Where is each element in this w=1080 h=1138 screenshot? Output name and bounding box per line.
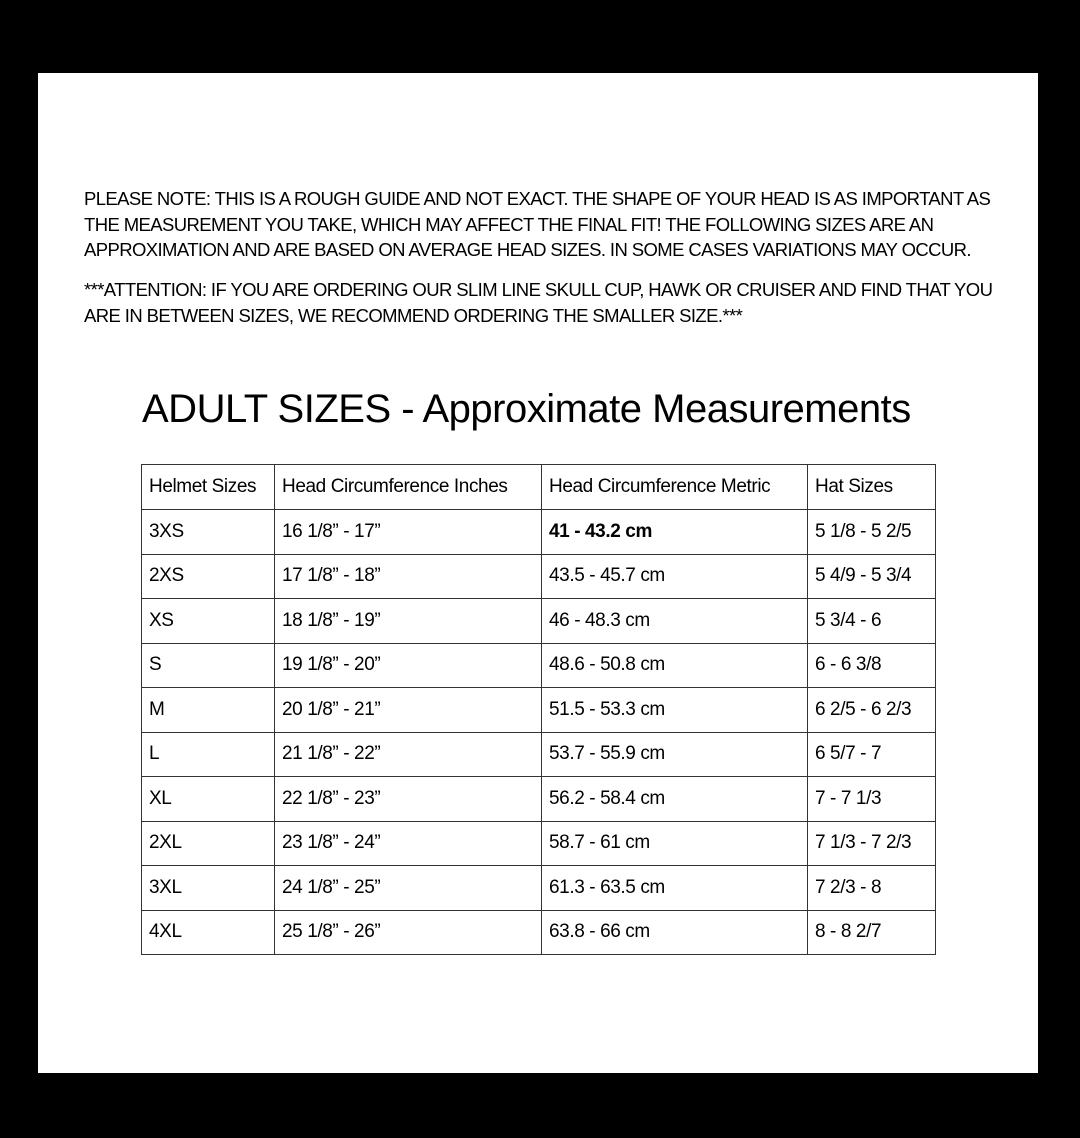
- header-helmet-sizes: Helmet Sizes: [142, 465, 275, 510]
- inches-cell: 24 1/8” - 25”: [275, 866, 542, 911]
- table-row: [142, 866, 936, 911]
- table-row: [142, 554, 936, 599]
- hat-size-cell: 6 2/5 - 6 2/3: [808, 688, 936, 733]
- hat-size-cell: 7 - 7 1/3: [808, 777, 936, 822]
- metric-cell: 53.7 - 55.9 cm: [542, 732, 808, 777]
- hat-size-cell: 8 - 8 2/7: [808, 910, 936, 955]
- header-hat-sizes: Hat Sizes: [808, 465, 936, 510]
- hat-size-cell: 6 - 6 3/8: [808, 643, 936, 688]
- inches-cell: 20 1/8” - 21”: [275, 688, 542, 733]
- header-circumference-metric: Head Circumference Metric: [542, 465, 808, 510]
- helmet-size-cell: 3XS: [142, 510, 275, 555]
- inches-cell: 23 1/8” - 24”: [275, 821, 542, 866]
- helmet-size-cell: XL: [142, 777, 275, 822]
- table-row: [142, 777, 936, 822]
- page-title: ADULT SIZES - Approximate Measurements: [142, 387, 911, 431]
- inches-cell: 19 1/8” - 20”: [275, 643, 542, 688]
- helmet-size-cell: XS: [142, 599, 275, 644]
- size-guide-sheet: [38, 73, 1038, 1073]
- fit-note: PLEASE NOTE: THIS IS A ROUGH GUIDE AND NOT EXACT. THE SHAPE OF YOUR HEAD IS AS IMPORTANT AS THE MEASUREMENT YOU TAKE, WHICH MAY AFFECT THE FINAL FIT! THE FOLLOWING SIZES ARE AN APPROXIMATION AND ARE BASED ON AVERAGE HEAD SIZES. IN SOME CASES VARIATIONS MAY OCCUR.: [84, 188, 991, 260]
- table-row: [142, 910, 936, 955]
- hat-size-cell: 7 1/3 - 7 2/3: [808, 821, 936, 866]
- metric-cell: 46 - 48.3 cm: [542, 599, 808, 644]
- helmet-size-cell: 2XL: [142, 821, 275, 866]
- helmet-size-cell: 4XL: [142, 910, 275, 955]
- metric-cell: 58.7 - 61 cm: [542, 821, 808, 866]
- helmet-size-cell: 3XL: [142, 866, 275, 911]
- table-row: [142, 510, 936, 555]
- metric-cell: 41 - 43.2 cm: [542, 510, 808, 555]
- metric-cell: 43.5 - 45.7 cm: [542, 554, 808, 599]
- table-header-row: [142, 465, 936, 510]
- header-circumference-inches: Head Circumference Inches: [275, 465, 542, 510]
- metric-cell: 51.5 - 53.3 cm: [542, 688, 808, 733]
- helmet-size-cell: S: [142, 643, 275, 688]
- inches-cell: 25 1/8” - 26”: [275, 910, 542, 955]
- table-row: [142, 821, 936, 866]
- metric-cell: 61.3 - 63.5 cm: [542, 866, 808, 911]
- inches-cell: 22 1/8” - 23”: [275, 777, 542, 822]
- inches-cell: 16 1/8” - 17”: [275, 510, 542, 555]
- table-row: [142, 688, 936, 733]
- hat-size-cell: 5 4/9 - 5 3/4: [808, 554, 936, 599]
- hat-size-cell: 5 3/4 - 6: [808, 599, 936, 644]
- table-row: [142, 599, 936, 644]
- size-table: [141, 464, 936, 955]
- helmet-size-cell: 2XS: [142, 554, 275, 599]
- helmet-size-cell: M: [142, 688, 275, 733]
- table-row: [142, 732, 936, 777]
- inches-cell: 21 1/8” - 22”: [275, 732, 542, 777]
- inches-cell: 17 1/8” - 18”: [275, 554, 542, 599]
- hat-size-cell: 5 1/8 - 5 2/5: [808, 510, 936, 555]
- hat-size-cell: 7 2/3 - 8: [808, 866, 936, 911]
- inches-cell: 18 1/8” - 19”: [275, 599, 542, 644]
- metric-cell: 63.8 - 66 cm: [542, 910, 808, 955]
- table-row: [142, 643, 936, 688]
- hat-size-cell: 6 5/7 - 7: [808, 732, 936, 777]
- metric-cell: 56.2 - 58.4 cm: [542, 777, 808, 822]
- metric-cell: 48.6 - 50.8 cm: [542, 643, 808, 688]
- helmet-size-cell: L: [142, 732, 275, 777]
- attention-note: ***ATTENTION: IF YOU ARE ORDERING OUR SLIM LINE SKULL CUP, HAWK OR CRUISER AND FIND THAT YOU ARE IN BETWEEN SIZES, WE RECOMMEND ORDERING THE SMALLER SIZE.***: [84, 279, 993, 326]
